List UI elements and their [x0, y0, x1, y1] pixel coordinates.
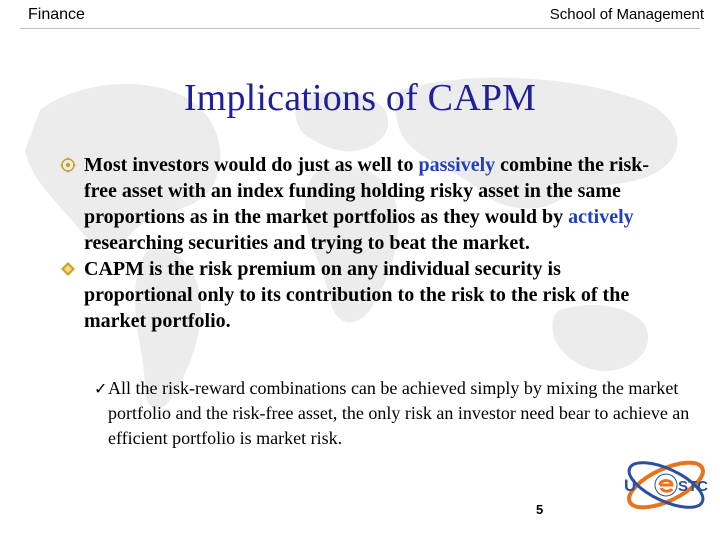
gear-bullet-icon — [60, 157, 76, 173]
sub-bullet-text: All the risk-reward combinations can be achieved simply by mixing the market portfolio and the risk-free asset, the only risk an investor need bear to achieve an efficient portfolio is market risk. — [108, 378, 690, 448]
sub-bullet-item — [94, 376, 698, 451]
svg-text:STC: STC — [678, 478, 708, 495]
bullet-text: CAPM is the risk premium on any individual security is proportional only to its contribution to the risk to the risk of the market portfolio. — [84, 258, 630, 332]
bullet-text: Most investors would do just as well to — [84, 154, 419, 176]
page-number: 5 — [536, 502, 544, 517]
bullet-item-capm-risk-premium — [60, 256, 660, 334]
header-school-label: School of Management — [549, 6, 704, 23]
bullet-item-passive-investing — [60, 152, 660, 256]
header-divider — [20, 28, 700, 29]
slide-title: Implications of CAPM — [183, 77, 537, 119]
diamond-bullet-icon — [60, 261, 76, 277]
bullet-list — [60, 152, 660, 334]
highlight-passively: passively — [418, 154, 496, 176]
header-course-label: Finance — [28, 6, 85, 23]
svg-text:U: U — [624, 476, 637, 495]
bullet-text: combine the risk-free asset with an index funding holding risky asset in the same proportions as in the market portfolios as they would by — [84, 154, 650, 228]
uestc-logo — [620, 448, 712, 522]
check-icon: ✓ — [94, 379, 108, 398]
bullet-text: researching securities and trying to beat the market. — [84, 232, 530, 254]
highlight-actively: actively — [568, 206, 634, 228]
